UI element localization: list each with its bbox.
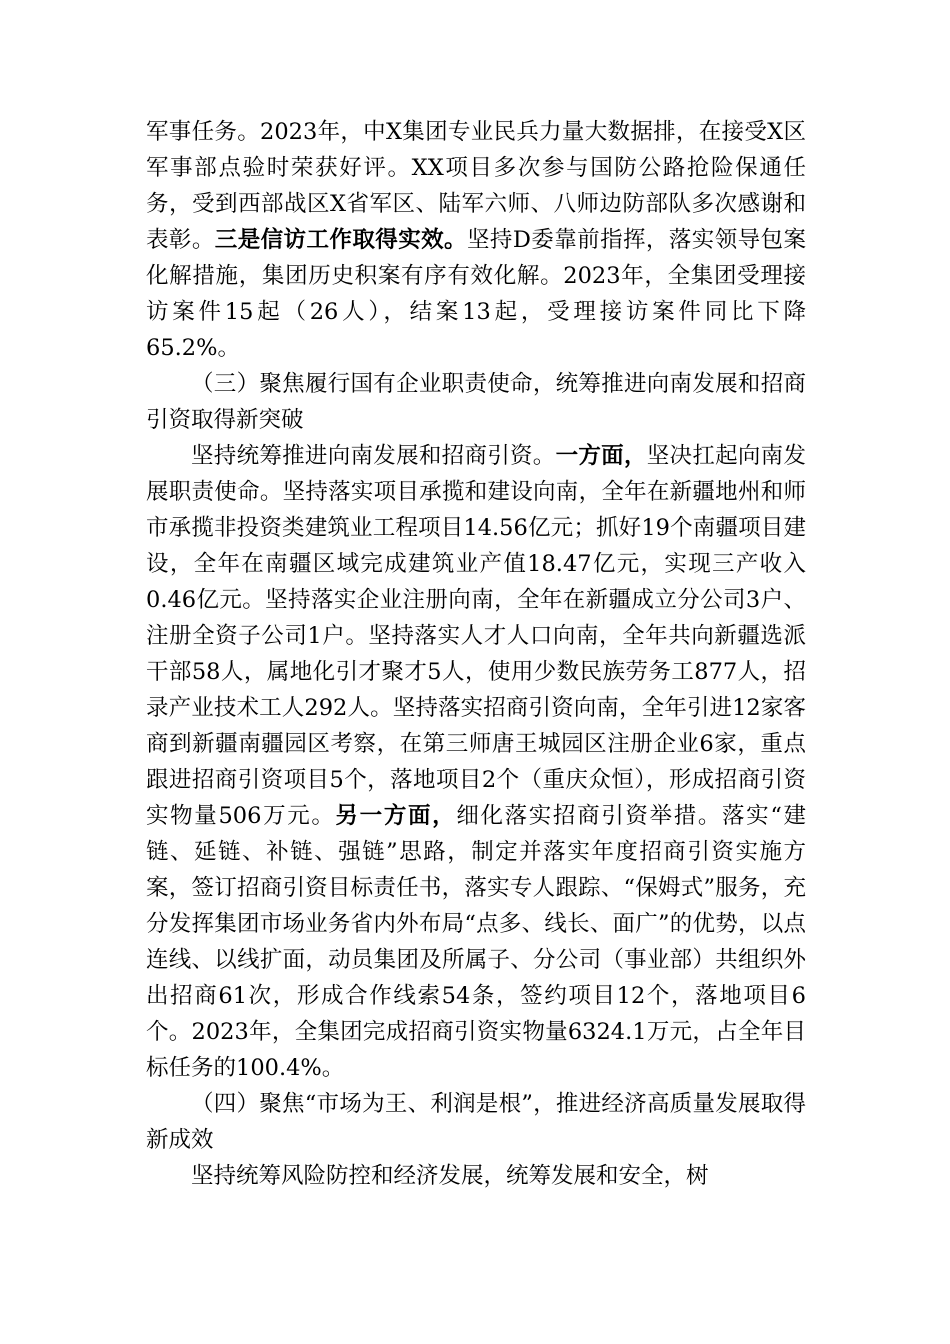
text-run: 坚持统筹推进向南发展和招商引资。 [191,443,556,469]
text-run: 坚持D委靠前指挥，落实领导包案化解措施，集团历史积案有序有效化解。2023年，全集团受理接访案件15起（26人），结案13起，受理接访案件同比下降65.2%。 [146,227,806,361]
text-run: 坚决扛起向南发展职责使命。坚持落实项目承揽和建设向南，全年在新疆地州和师市承揽非投资类建筑业工程项目14.56亿元；抓好19个南疆项目建设，全年在南疆区域完成建筑业产值18.47亿元，实现三产收入0.46亿元。坚持落实企业注册向南，全年在新疆成立分公司3户、注册全资子公司1户。坚持落实人才人口向南，全年共向新疆选派干部58人，属地化引才聚才5人，使用少数民族劳务工877人，招录产业技术工人292人。坚持落实招商引资向南，全年引进12家客商到新疆南疆园区考察，在第三师唐王城园区注册企业6家，重点跟进招商引资项目5个，落地项目2个（重庆众恒），形成招商引资实物量506万元。 [146,443,806,829]
bold-run: 三是信访工作取得实效。 [214,227,467,253]
heading-text: （四）聚焦“市场为王、利润是根”，推进经济高质量发展取得新成效 [146,1091,806,1153]
bold-run: 一方面， [555,443,647,469]
text-run: 坚持统筹风险防控和经济发展，统筹发展和安全，树 [191,1163,709,1189]
heading-text: （三）聚焦履行国有企业职责使命，统筹推进向南发展和招商引资取得新突破 [146,371,806,433]
text-run: 细化落实招商引资举措。落实“建链、延链、补链、强链”思路，制定并落实年度招商引资实施方案，签订招商引资目标责任书，落实专人跟踪、“保姆式”服务，充分发挥集团市场业务省内外布局“点多、线长、面广”的优势，以点连线、以线扩面，动员集团及所属子、分公司（事业部）共组织外出招商61次，形成合作线索54条，签约项目12个，落地项目6个。2023年，全集团完成招商引资实物量6324.1万元，占全年目标任务的100.4%。 [146,803,806,1081]
paragraph-southward-investment [146,438,806,1086]
text-run: 军事任务。2023年，中X集团专业民兵力量大数据排，在接受X区军事部点验时荣获好评。XX项目多次参与国防公路抢险保通任务，受到西部战区X省军区、陆军六师、八师边防部队多次感谢和表彰。 [146,119,806,253]
paragraph-risk-control [146,1158,806,1194]
section-heading-3 [146,366,806,438]
section-heading-4 [146,1086,806,1158]
document-page [146,114,806,1194]
bold-run: 另一方面， [335,803,457,829]
paragraph-military-tasks [146,114,806,366]
